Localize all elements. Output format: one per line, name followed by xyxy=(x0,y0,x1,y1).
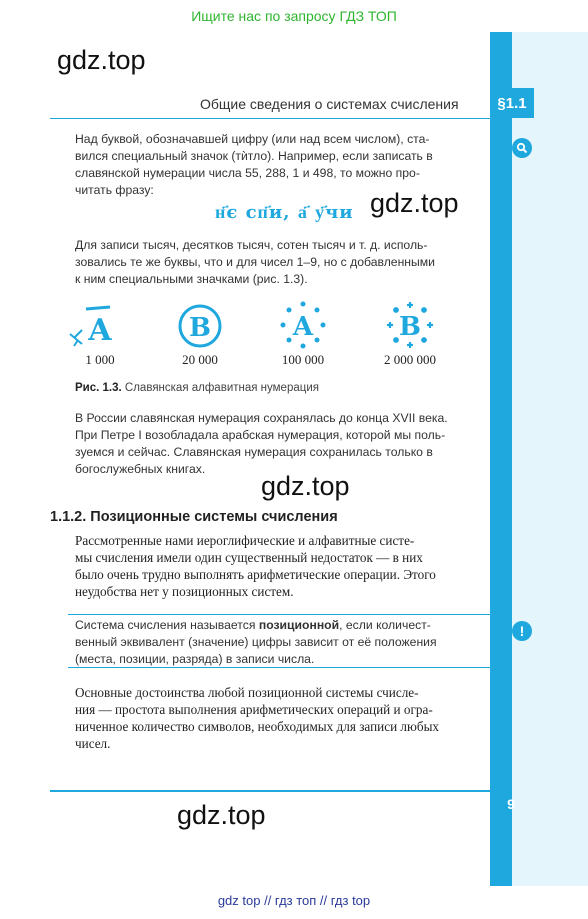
bottom-divider xyxy=(50,790,490,792)
figure-caption: Рис. 1.3. Славянская алфавитная нумерация xyxy=(75,382,319,394)
top-banner: Ищите нас по запросу ГДЗ ТОП xyxy=(191,8,397,24)
glyph-million xyxy=(385,300,435,350)
slavonic-phrase: н҃є сп҃и, а҃ у҃чи xyxy=(215,202,354,223)
paragraph-titlo: Над буквой, обозначавшей цифру (или над всем числом), ста- вился специальный значок (тѝтло). Например, если записать в славянской нумерации числа 55, 288, 1 и 498, то можно про- читать фразу: xyxy=(75,132,433,197)
glyph-ten-thousand xyxy=(177,303,223,349)
label-million: 2 000 000 xyxy=(384,352,436,367)
watermark: gdz.top xyxy=(177,800,266,830)
paragraph-russia: В России славянская нумерация сохранялась до конца XVII века. При Петре I возобладала арабская нумерация, которой мы поль- зуемся и сейчас. Славянская нумерация сохранилась только в богослужебных книгах. xyxy=(75,411,448,476)
footer-links: gdz top // гдз топ // гдз top xyxy=(217,893,371,908)
glyph-thousand xyxy=(60,300,120,350)
glyph-hundred-thousand xyxy=(278,300,328,350)
definition-text: Система счисления называется позиционной, если количест- венный эквивалент (значение) цифры зависит от её положения (места, позиции, разряда) в записи числа. xyxy=(75,618,437,666)
subsection-heading: 1.1.2. Позиционные системы счисления xyxy=(50,509,338,525)
magnifier-icon[interactable] xyxy=(512,138,532,158)
svg-text:А: А xyxy=(292,312,314,342)
header-divider xyxy=(50,118,490,119)
header-title: Общие сведения о системах счисления xyxy=(200,96,459,112)
svg-text:В: В xyxy=(399,312,421,342)
label-thousand: 1 000 xyxy=(85,352,115,367)
paragraph-drawback: Рассмотренные нами иероглифические и алфавитные систе- мы счисления имели один существенный недостаток — в них было очень трудно выполнять арифметические операции. Этого неудобства нет у позиционных систем. xyxy=(75,533,436,599)
section-tab: §1.1 xyxy=(490,88,534,118)
watermark: gdz.top xyxy=(370,188,459,218)
label-ten-thousand: 20 000 xyxy=(182,352,218,367)
label-hundred-thousand: 100 000 xyxy=(281,352,325,367)
margin-bar xyxy=(490,32,512,886)
watermark: gdz.top xyxy=(57,45,146,75)
watermark: gdz.top xyxy=(261,471,350,501)
exclamation-icon[interactable]: ! xyxy=(512,621,532,641)
svg-text:А: А xyxy=(87,313,113,348)
page-number: 9 xyxy=(507,796,515,812)
paragraph-advantages: Основные достоинства любой позиционной системы счисле- ния — простота выполнения арифметических операций и огра- ниченное количество символов, необходимых для записи любых чисел. xyxy=(75,685,440,751)
paragraph-thousands: Для записи тысяч, десятков тысяч, сотен тысяч и т. д. исполь- зовались те же буквы, что и для чисел 1–9, но с добавленными к ним специальными значками (рис. 1.3). xyxy=(75,238,435,286)
svg-text:В: В xyxy=(189,313,211,343)
